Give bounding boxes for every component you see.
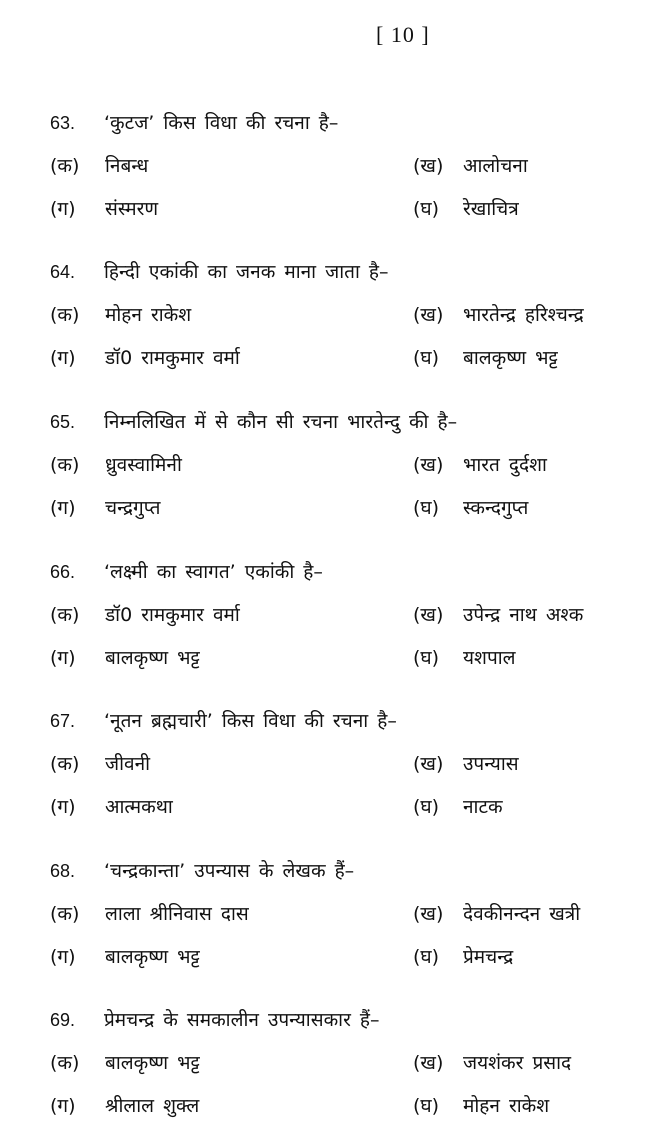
option-text: डॉ0 रामकुमार वर्मा xyxy=(105,604,240,626)
option-text: देवकीनन्दन खत्री xyxy=(463,903,581,925)
option-label: (घ) xyxy=(413,946,440,968)
option-text: आत्मकथा xyxy=(105,796,173,818)
option-text: प्रेमचन्द्र xyxy=(463,946,514,968)
option-text: आलोचना xyxy=(463,155,528,177)
option-label: (घ) xyxy=(413,647,440,669)
option-text: जयशंकर प्रसाद xyxy=(463,1052,572,1074)
question-number: 64. xyxy=(50,262,76,282)
option-text: रेखाचित्र xyxy=(463,198,519,220)
question-text: ‘नूतन ब्रह्मचारी’ किस विधा की रचना है– xyxy=(104,710,397,732)
option-text: डॉ0 रामकुमार वर्मा xyxy=(105,347,240,369)
option-label: (घ) xyxy=(413,1095,440,1117)
option-label: (ग) xyxy=(50,647,76,669)
option-label: (ख) xyxy=(413,155,444,177)
option-text: ध्रुवस्वामिनी xyxy=(105,454,182,476)
option-text: नाटक xyxy=(463,796,503,818)
question-text: निम्नलिखित में से कौन सी रचना भारतेन्दु की है– xyxy=(104,411,458,433)
option-label: (ग) xyxy=(50,497,76,519)
option-text: लाला श्रीनिवास दास xyxy=(105,903,249,925)
question-text: ‘लक्ष्मी का स्वागत’ एकांकी है– xyxy=(104,561,323,583)
option-label: (क) xyxy=(50,604,80,626)
option-label: (घ) xyxy=(413,497,440,519)
question-number: 68. xyxy=(50,861,76,881)
option-label: (क) xyxy=(50,1052,80,1074)
option-label: (ख) xyxy=(413,903,444,925)
page-number: [ 10 ] xyxy=(376,22,430,47)
option-text: श्रीलाल शुक्ल xyxy=(105,1095,200,1117)
question-text: प्रेमचन्द्र के समकालीन उपन्यासकार हैं– xyxy=(104,1009,380,1031)
option-text: उपेन्द्र नाथ अश्क xyxy=(463,604,584,626)
option-label: (ख) xyxy=(413,454,444,476)
option-label: (ख) xyxy=(413,753,444,775)
option-text: मोहन राकेश xyxy=(463,1095,550,1117)
option-label: (ग) xyxy=(50,347,76,369)
option-label: (ग) xyxy=(50,796,76,818)
question-64 xyxy=(0,259,650,389)
option-label: (ख) xyxy=(413,304,444,326)
question-text: हिन्दी एकांकी का जनक माना जाता है– xyxy=(104,261,389,283)
option-text: निबन्ध xyxy=(105,155,149,177)
question-63 xyxy=(0,110,650,240)
question-67 xyxy=(0,708,650,838)
question-number: 69. xyxy=(50,1010,76,1030)
option-text: बालकृष्ण भट्ट xyxy=(105,647,200,669)
option-label: (क) xyxy=(50,903,80,925)
question-number: 67. xyxy=(50,711,76,731)
question-69 xyxy=(0,1007,650,1137)
option-label: (घ) xyxy=(413,347,440,369)
option-text: संस्मरण xyxy=(105,198,159,220)
option-text: बालकृष्ण भट्ट xyxy=(463,347,558,369)
option-text: चन्द्रगुप्त xyxy=(105,497,161,519)
option-text: जीवनी xyxy=(105,753,151,775)
option-label: (घ) xyxy=(413,198,440,220)
option-text: भारत दुर्दशा xyxy=(463,454,547,476)
question-66 xyxy=(0,559,650,689)
option-text: उपन्यास xyxy=(463,753,519,775)
option-label: (ग) xyxy=(50,198,76,220)
option-label: (क) xyxy=(50,454,80,476)
question-number: 63. xyxy=(50,113,76,133)
option-text: भारतेन्द्र हरिश्चन्द्र xyxy=(463,304,584,326)
option-text: मोहन राकेश xyxy=(105,304,192,326)
question-number: 66. xyxy=(50,562,76,582)
option-label: (ग) xyxy=(50,946,76,968)
option-text: बालकृष्ण भट्ट xyxy=(105,946,200,968)
question-68 xyxy=(0,858,650,988)
option-label: (क) xyxy=(50,155,80,177)
option-text: यशपाल xyxy=(463,647,516,669)
question-65 xyxy=(0,409,650,539)
option-label: (क) xyxy=(50,753,80,775)
option-label: (ग) xyxy=(50,1095,76,1117)
question-number: 65. xyxy=(50,412,76,432)
option-text: स्कन्दगुप्त xyxy=(463,497,529,519)
option-label: (ख) xyxy=(413,604,444,626)
option-text: बालकृष्ण भट्ट xyxy=(105,1052,200,1074)
question-text: ‘चन्द्रकान्ता’ उपन्यास के लेखक हैं– xyxy=(104,860,355,882)
option-label: (क) xyxy=(50,304,80,326)
option-label: (घ) xyxy=(413,796,440,818)
question-text: ‘कुटज’ किस विधा की रचना है– xyxy=(104,112,339,134)
option-label: (ख) xyxy=(413,1052,444,1074)
